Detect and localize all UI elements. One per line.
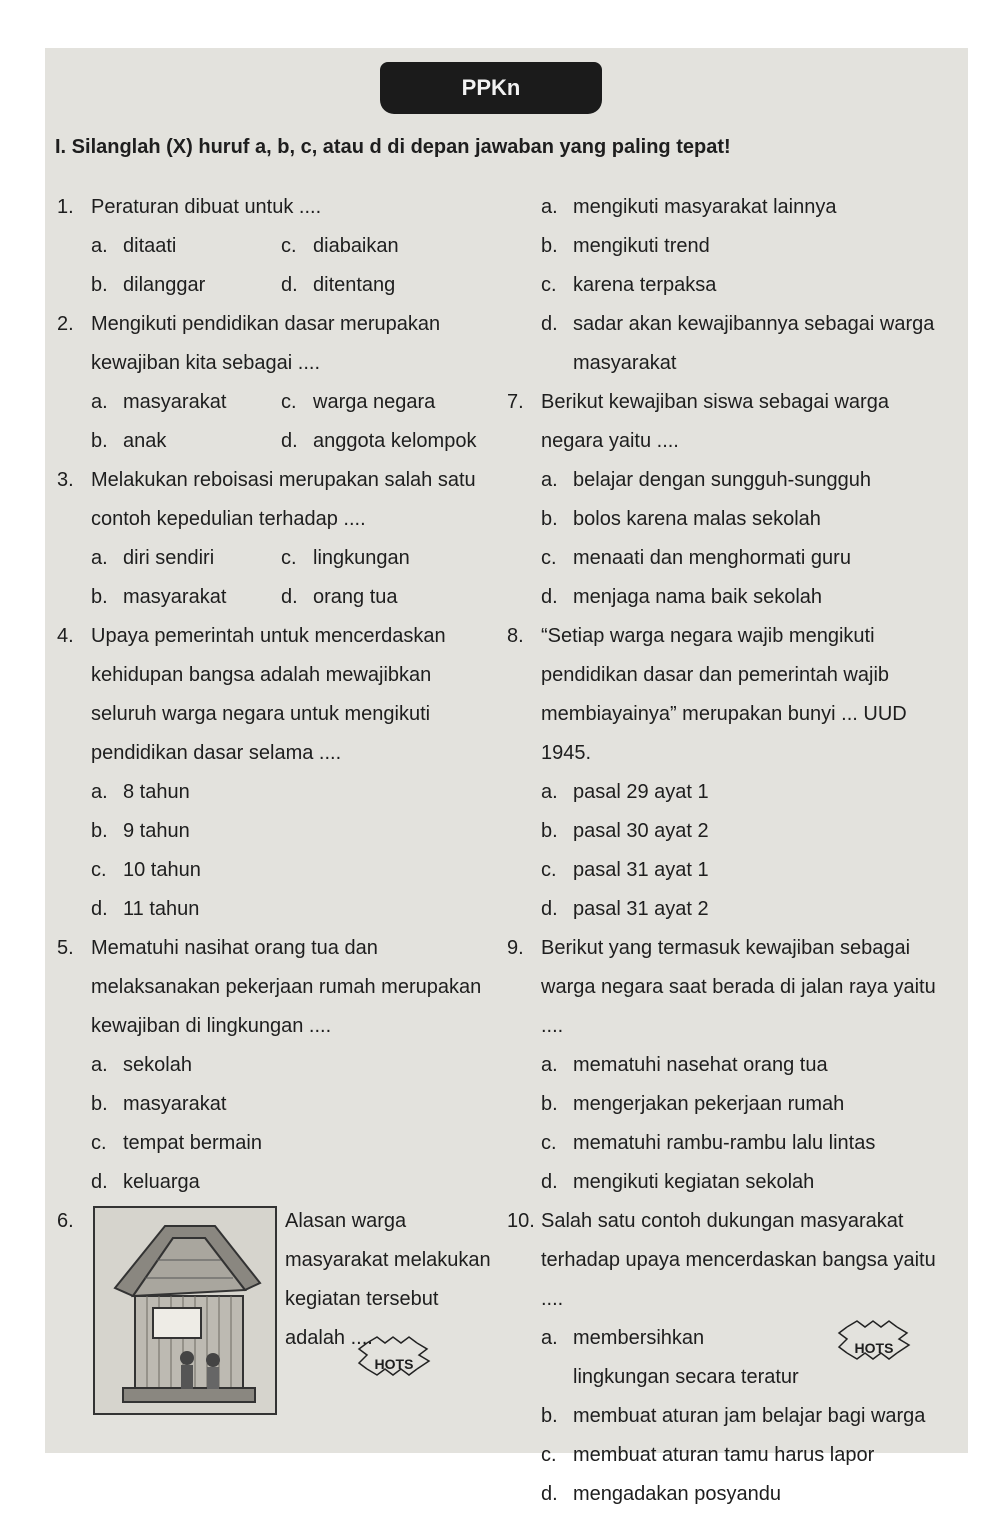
option-letter: c. xyxy=(541,859,557,881)
option-letter: b. xyxy=(91,820,108,842)
option[interactable] xyxy=(91,773,497,812)
question-text: Berikut kewajiban siswa sebagai warga negara yaitu .... xyxy=(541,391,889,452)
guard-post-illustration xyxy=(93,1206,277,1415)
option[interactable] xyxy=(541,1397,955,1436)
option[interactable] xyxy=(541,500,955,539)
hots-badge xyxy=(837,1319,911,1361)
option[interactable] xyxy=(281,422,501,461)
option-letter: c. xyxy=(91,859,107,881)
option-text: sekolah xyxy=(123,1054,192,1076)
question-text: Mematuhi nasihat orang tua dan melaksanakan pekerjaan rumah merupakan kewajiban di lingkungan .... xyxy=(91,937,482,1037)
left-column xyxy=(57,188,497,1417)
option-text: bolos karena malas sekolah xyxy=(573,508,821,530)
option-text: menaati dan menghormati guru xyxy=(573,547,851,569)
question-1-options xyxy=(57,227,497,305)
option[interactable] xyxy=(281,383,501,422)
option[interactable] xyxy=(91,890,497,929)
question-number: 10. xyxy=(507,1210,535,1232)
option-text: mengadakan posyandu xyxy=(573,1483,781,1505)
question-number: 9. xyxy=(507,937,524,959)
question-5-options xyxy=(57,1046,497,1202)
question-number: 6. xyxy=(57,1210,74,1232)
option[interactable] xyxy=(91,422,281,461)
option-text: dilanggar xyxy=(123,274,206,296)
option[interactable] xyxy=(541,812,955,851)
question-number: 1. xyxy=(57,196,74,218)
option-text: pasal 31 ayat 2 xyxy=(573,898,709,920)
option-text: membersihkan lingkungan secara teratur xyxy=(573,1327,799,1388)
question-6 xyxy=(57,1202,497,1417)
question-6-options xyxy=(507,188,955,383)
option[interactable] xyxy=(541,305,955,383)
option[interactable] xyxy=(281,578,501,617)
question-10 xyxy=(507,1202,955,1319)
option-text: 11 tahun xyxy=(123,898,200,920)
option-letter: b. xyxy=(91,430,108,452)
option-text: belajar dengan sungguh-sungguh xyxy=(573,469,872,491)
right-column xyxy=(507,188,955,1514)
option-text: masyarakat xyxy=(123,586,227,608)
option-letter: d. xyxy=(541,313,558,335)
option[interactable] xyxy=(541,1046,955,1085)
option[interactable] xyxy=(281,539,501,578)
option-letter: a. xyxy=(91,391,108,413)
option[interactable] xyxy=(281,266,501,305)
option-letter: d. xyxy=(281,274,298,296)
option-text: 9 tahun xyxy=(123,820,190,842)
option-letter: d. xyxy=(541,898,558,920)
question-number: 3. xyxy=(57,469,74,491)
option[interactable] xyxy=(281,227,501,266)
option[interactable] xyxy=(91,539,281,578)
option[interactable] xyxy=(541,1319,803,1397)
option-letter: c. xyxy=(281,547,297,569)
option[interactable] xyxy=(91,578,281,617)
option-text: sadar akan kewajibannya sebagai warga masyarakat xyxy=(573,313,935,374)
question-text: Alasan warga masyarakat melakukan kegiatan tersebut adalah .... xyxy=(285,1210,491,1349)
option-letter: a. xyxy=(91,235,108,257)
option-text: masyarakat xyxy=(123,391,227,413)
option-text: mengikuti kegiatan sekolah xyxy=(573,1171,815,1193)
question-number: 4. xyxy=(57,625,74,647)
option[interactable] xyxy=(541,851,955,890)
option-text: orang tua xyxy=(313,586,398,608)
question-10-options xyxy=(507,1319,955,1514)
option-letter: a. xyxy=(91,781,108,803)
option-letter: b. xyxy=(91,586,108,608)
option-letter: a. xyxy=(541,1054,558,1076)
option-text: ditentang xyxy=(313,274,396,296)
option-letter: b. xyxy=(91,274,108,296)
option-text: pasal 31 ayat 1 xyxy=(573,859,709,881)
question-7-options xyxy=(507,461,955,617)
option-text: masyarakat xyxy=(123,1093,227,1115)
option-text: karena terpaksa xyxy=(573,274,717,296)
option-text: diabaikan xyxy=(313,235,399,257)
question-7 xyxy=(507,383,955,461)
option[interactable] xyxy=(91,1046,497,1085)
option[interactable] xyxy=(541,266,955,305)
option-text: membuat aturan jam belajar bagi warga xyxy=(573,1405,926,1427)
option[interactable] xyxy=(541,1124,955,1163)
option-text: diri sendiri xyxy=(123,547,215,569)
question-9 xyxy=(507,929,955,1046)
option[interactable] xyxy=(541,1475,955,1514)
question-number: 7. xyxy=(507,391,524,413)
option-letter: b. xyxy=(541,820,558,842)
question-5 xyxy=(57,929,497,1046)
question-4-options xyxy=(57,773,497,929)
option-letter: a. xyxy=(541,1327,558,1349)
question-text: Salah satu contoh dukungan masyarakat terhadap upaya mencerdaskan bangsa yaitu .... xyxy=(541,1210,936,1310)
option-letter: d. xyxy=(541,1483,558,1505)
option-letter: d. xyxy=(541,1171,558,1193)
option[interactable] xyxy=(541,890,955,929)
question-2-options xyxy=(57,383,497,461)
question-4 xyxy=(57,617,497,773)
question-text: Upaya pemerintah untuk mencerdaskan kehidupan bangsa adalah mewajibkan seluruh warga negara untuk mengikuti pendidikan dasar selama .... xyxy=(91,625,446,764)
option-letter: d. xyxy=(91,898,108,920)
option[interactable] xyxy=(541,1436,955,1475)
option[interactable] xyxy=(91,383,281,422)
option-letter: c. xyxy=(281,235,297,257)
option-text: anggota kelompok xyxy=(313,430,477,452)
option-text: menjaga nama baik sekolah xyxy=(573,586,823,608)
option-letter: b. xyxy=(541,1405,558,1427)
option-text: mematuhi nasehat orang tua xyxy=(573,1054,828,1076)
option[interactable] xyxy=(541,1085,955,1124)
section-instruction: I. Silanglah (X) huruf a, b, c, atau d di depan jawaban yang paling tepat! xyxy=(55,136,731,158)
option-text: pasal 29 ayat 1 xyxy=(573,781,709,803)
question-text: Mengikuti pendidikan dasar merupakan kewajiban kita sebagai .... xyxy=(91,313,441,374)
option-text: pasal 30 ayat 2 xyxy=(573,820,709,842)
option[interactable] xyxy=(541,461,955,500)
question-text: “Setiap warga negara wajib mengikuti pendidikan dasar dan pemerintah wajib membiayainya” merupakan bunyi ... UUD 1945. xyxy=(541,625,907,764)
hots-label: HOTS xyxy=(374,1356,414,1372)
option[interactable] xyxy=(541,773,955,812)
option[interactable] xyxy=(541,1163,955,1202)
option-letter: c. xyxy=(541,1444,557,1466)
question-8-options xyxy=(507,773,955,929)
option-letter: b. xyxy=(541,235,558,257)
option-letter: d. xyxy=(91,1171,108,1193)
option-text: mengikuti trend xyxy=(573,235,710,257)
option-letter: c. xyxy=(541,1132,557,1154)
option-text: 10 tahun xyxy=(123,859,201,881)
option[interactable] xyxy=(91,227,281,266)
option-letter: a. xyxy=(541,469,558,491)
option-text: lingkungan xyxy=(313,547,410,569)
option-text: ditaati xyxy=(123,235,177,257)
option-letter: c. xyxy=(541,274,557,296)
option[interactable] xyxy=(541,578,955,617)
option-letter: a. xyxy=(541,196,558,218)
question-1 xyxy=(57,188,497,227)
option-letter: a. xyxy=(91,1054,108,1076)
guard-post-drawing xyxy=(95,1208,275,1413)
option-letter: b. xyxy=(541,1093,558,1115)
question-3-options xyxy=(57,539,497,617)
question-text: Melakukan reboisasi merupakan salah satu contoh kepedulian terhadap .... xyxy=(91,469,476,530)
worksheet-page xyxy=(45,48,968,1505)
option-text: 8 tahun xyxy=(123,781,190,803)
option-text: mengikuti masyarakat lainnya xyxy=(573,196,837,218)
subject-header-tab xyxy=(380,62,602,114)
option-letter: d. xyxy=(281,430,298,452)
option[interactable] xyxy=(91,851,497,890)
question-number: 5. xyxy=(57,937,74,959)
option[interactable] xyxy=(541,539,955,578)
option-letter: a. xyxy=(541,781,558,803)
hots-badge xyxy=(357,1335,431,1377)
option[interactable] xyxy=(91,266,281,305)
question-number: 8. xyxy=(507,625,524,647)
option[interactable] xyxy=(91,1124,497,1163)
option-letter: a. xyxy=(91,547,108,569)
option-text: tempat bermain xyxy=(123,1132,262,1154)
option-letter: b. xyxy=(541,508,558,530)
question-9-options xyxy=(507,1046,955,1202)
question-text: Berikut yang termasuk kewajiban sebagai warga negara saat berada di jalan raya yaitu .... xyxy=(541,937,936,1037)
question-8 xyxy=(507,617,955,773)
option-letter: c. xyxy=(281,391,297,413)
question-2 xyxy=(57,305,497,383)
option-text: mengerjakan pekerjaan rumah xyxy=(573,1093,845,1115)
hots-label: HOTS xyxy=(854,1340,894,1356)
option[interactable] xyxy=(541,227,955,266)
option[interactable] xyxy=(91,812,497,851)
option[interactable] xyxy=(91,1163,497,1202)
subject-title: PPKn xyxy=(461,75,521,100)
option-text: membuat aturan tamu harus lapor xyxy=(573,1444,875,1466)
option-letter: d. xyxy=(281,586,298,608)
question-text: Peraturan dibuat untuk .... xyxy=(91,196,322,218)
option-letter: c. xyxy=(91,1132,107,1154)
option[interactable] xyxy=(541,188,955,227)
option[interactable] xyxy=(91,1085,497,1124)
option-letter: b. xyxy=(91,1093,108,1115)
option-text: anak xyxy=(123,430,167,452)
option-letter: d. xyxy=(541,586,558,608)
option-text: mematuhi rambu-rambu lalu lintas xyxy=(573,1132,876,1154)
option-text: warga negara xyxy=(313,391,436,413)
question-number: 2. xyxy=(57,313,74,335)
option-text: keluarga xyxy=(123,1171,200,1193)
option-letter: c. xyxy=(541,547,557,569)
question-3 xyxy=(57,461,497,539)
